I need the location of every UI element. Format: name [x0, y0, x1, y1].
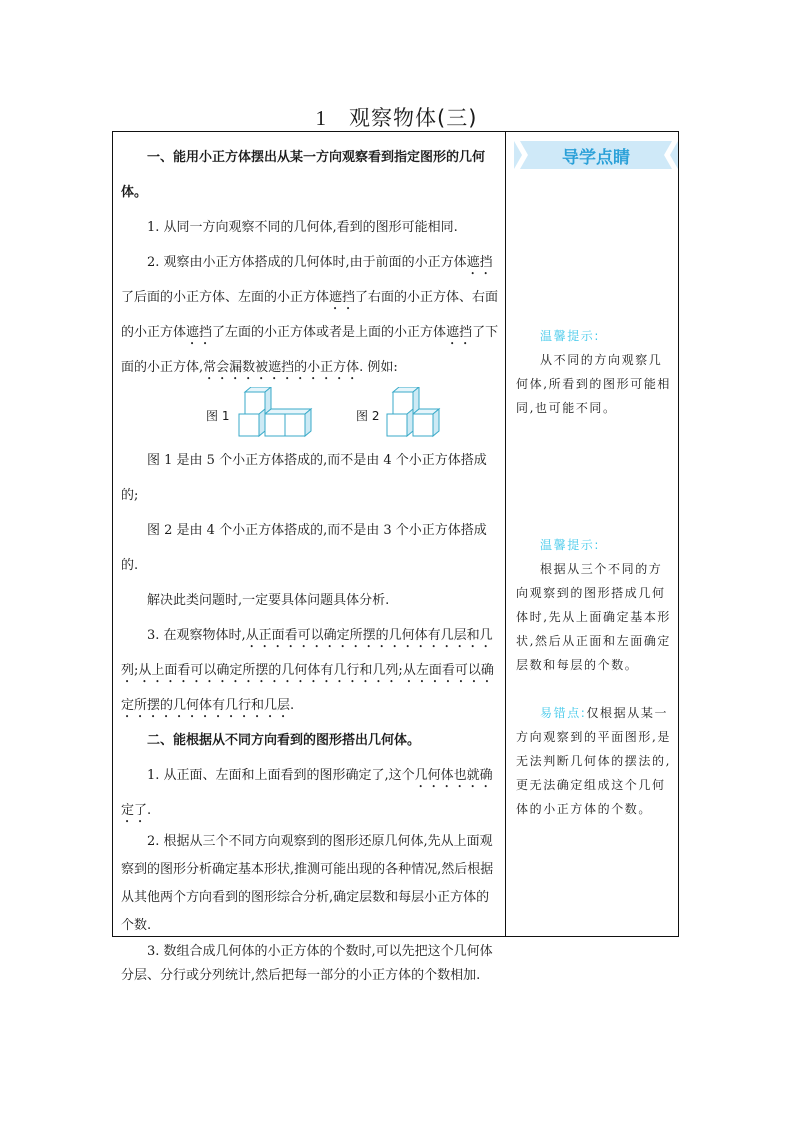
- lesson-number: 1: [315, 106, 328, 130]
- figure-row: [121, 385, 499, 443]
- tip-text: 从不同的方向观察几何体,所看到的图形可能相同,也可能不同。: [516, 353, 672, 415]
- page-title: [0, 102, 793, 132]
- figure-1-label: 图 1: [206, 409, 230, 423]
- main-content: [121, 140, 499, 988]
- mistake-label: 易错点:: [540, 706, 587, 720]
- figure-1-explanation: 图 1 是由 5 个小正方体搭成的,而不是由 4 个小正方体搭成的;: [121, 453, 487, 503]
- banner-title: 导学点睛: [562, 148, 630, 168]
- guide-banner: [514, 141, 678, 169]
- point-2-3: 3. 数组合成几何体的小正方体的个数时,可以先把这个几何体分层、分行或分列统计,然后把每一部分的小正方体的个数相加.: [121, 944, 493, 983]
- content-table: [112, 131, 679, 983]
- method-note: 解决此类问题时,一定要具体问题具体分析.: [147, 593, 390, 608]
- tip-note-1: [516, 324, 674, 420]
- tip-note-2: [516, 533, 674, 677]
- figure-1-cubes: [235, 387, 315, 439]
- point-1-2: 2. 观察由小正方体搭成的几何体时,由于前面的小正方体遮挡了后面的小正方体、左面的小正方体遮挡了右面的小正方体、右面的小正方体遮挡了左面的小正方体或者是上面的小正方体遮挡了下面的小正方体,常会漏数被遮挡的小正方体. 例如:: [121, 255, 499, 375]
- tip-text: 根据从三个不同的方向观察到的图形搭成几何体时,先从上面确定基本形状,然后从正面和左面确定层数和每层的个数。: [516, 562, 672, 672]
- figure-2-label: 图 2: [356, 409, 380, 423]
- point-1-1: 1. 从同一方向观察不同的几何体,看到的图形可能相同.: [147, 220, 458, 235]
- section2-heading: 二、能根据从不同方向看到的图形搭出几何体。: [147, 733, 421, 748]
- figure-2-cubes: [383, 387, 443, 439]
- tip-label: 温馨提示:: [540, 538, 601, 552]
- point-1-3: 3. 在观察物体时,从正面看可以确定所摆的几何体有几层和几列;从上面看可以确定所摆的几何体有几行和几列;从左面看可以确定所摆的几何体有几行和几层.: [121, 628, 494, 713]
- mistake-note: [516, 701, 674, 821]
- tip-label: 温馨提示:: [540, 329, 601, 343]
- lesson-title: 观察物体(三): [349, 106, 478, 130]
- mistake-text: 仅根据从某一方向观察到的平面图形,是无法判断几何体的摆法的,更无法确定组成这个几何体的小正方体的个数。: [516, 706, 672, 816]
- point-2-2: 2. 根据从三个不同方向观察到的图形还原几何体,先从上面观察到的图形分析确定基本形状,推测可能出现的各种情况,然后根据从其他两个方向看到的图形综合分析,确定层数和每层小正方体的个数.: [121, 834, 494, 933]
- section1-heading: 一、能用小正方体摆出从某一方向观察看到指定图形的几何体。: [121, 150, 486, 200]
- banner-right-chevron-icon: [664, 141, 678, 169]
- column-divider: [505, 132, 506, 936]
- point-2-1: 1. 从正面、左面和上面看到的图形确定了,这个几何体也就确定了.: [121, 768, 493, 818]
- figure-2-explanation: 图 2 是由 4 个小正方体搭成的,而不是由 3 个小正方体搭成的.: [121, 523, 487, 573]
